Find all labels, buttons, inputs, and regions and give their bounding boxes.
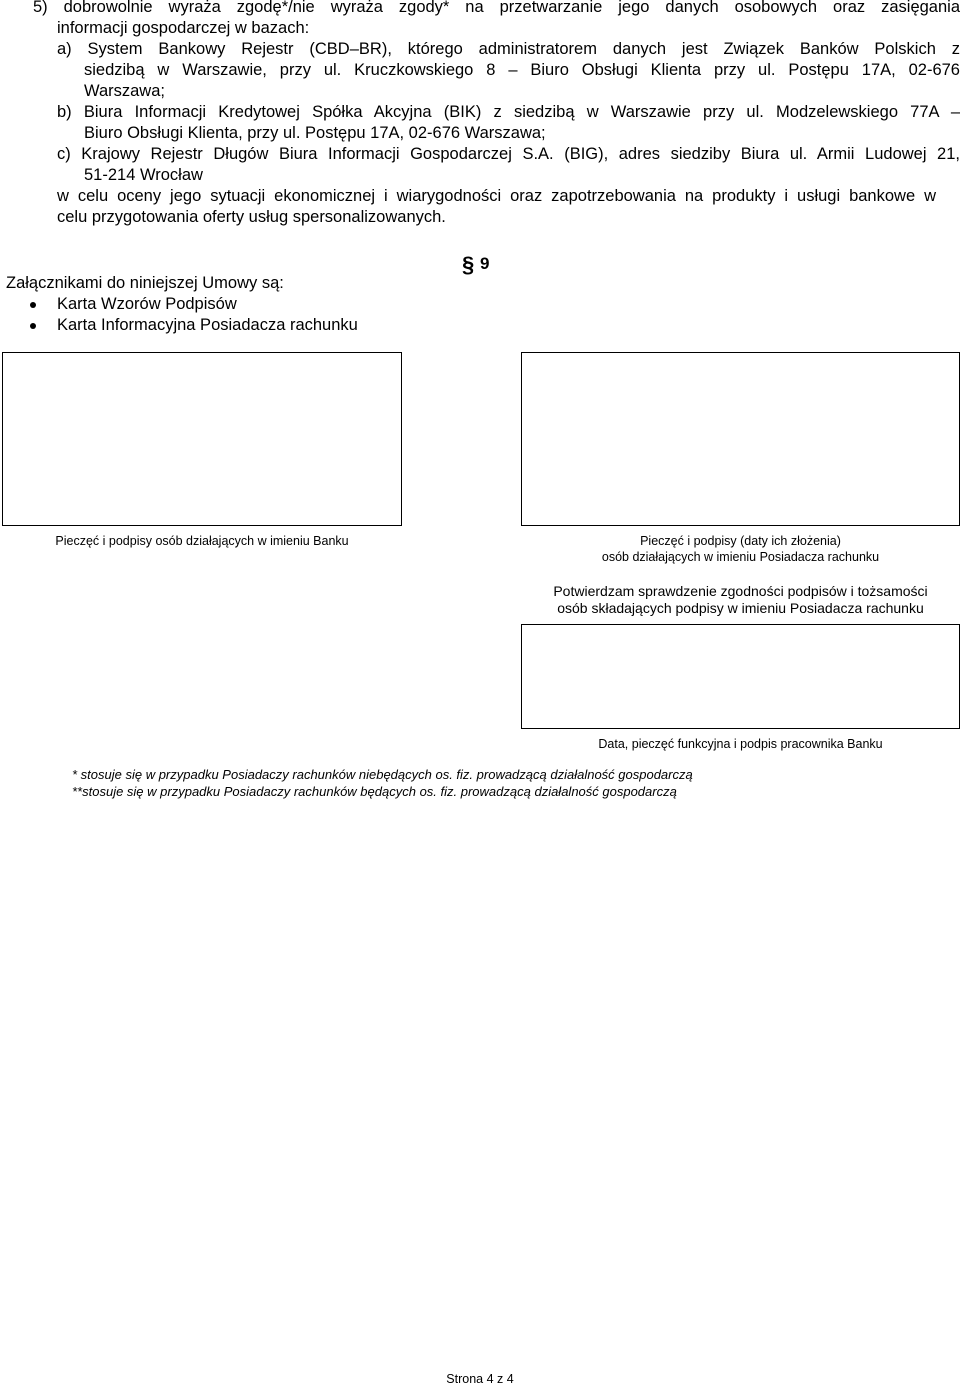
clause-5c-line-1: c) Krajowy Rejestr Długów Biura Informacji Gospodarczej S.A. (BIG), adres siedziby Biura ul. Armii Ludowej 21, xyxy=(57,145,960,163)
verification-line-1: Potwierdzam sprawdzenie zgodności podpisów i tożsamości xyxy=(553,583,928,599)
section-number: 9 xyxy=(480,254,490,273)
page-number: Strona 4 z 4 xyxy=(446,1372,514,1386)
bullet-icon xyxy=(30,323,36,329)
clause-5-line-1: 5) dobrowolnie wyraża zgodę*/nie wyraża zgody* na przetwarzanie jego danych osobowych oraz zasięgania xyxy=(33,0,960,16)
attachment-item xyxy=(0,294,400,315)
attachment-label: Karta Informacyjna Posiadacza rachunku xyxy=(57,316,358,334)
clause-5a-line-2: siedzibą w Warszawie, przy ul. Kruczkowskiego 8 – Biuro Obsługi Klienta przy ul. Postępu 17A, 02-676 xyxy=(84,61,960,79)
footnote-1: * stosuje się w przypadku Posiadaczy rachunków niebędących os. fiz. prowadzącą działalność gospodarczą xyxy=(72,767,693,782)
bank-signature-box[interactable] xyxy=(2,352,402,526)
clause-5a-line-3: Warszawa; xyxy=(84,82,165,100)
holder-signature-caption-line-2: osób działających w imieniu Posiadacza rachunku xyxy=(601,550,880,564)
clause-5c-line-2: 51-214 Wrocław xyxy=(84,166,203,184)
attachments-heading: Załącznikami do niniejszej Umowy są: xyxy=(6,274,284,292)
holder-signature-box[interactable] xyxy=(521,352,960,526)
clause-5-line-2: informacji gospodarczej w bazach: xyxy=(57,19,310,37)
clause-5a-line-1: a) System Bankowy Rejestr (CBD–BR), którego administratorem danych jest Związek Banków Polskich z xyxy=(57,40,960,58)
verification-line-2: osób składających podpisy w imieniu Posiadacza rachunku xyxy=(557,600,924,616)
bank-signature-caption: Pieczęć i podpisy osób działających w imieniu Banku xyxy=(55,534,349,548)
attachment-label: Karta Wzorów Podpisów xyxy=(57,295,237,313)
employee-signature-caption: Data, pieczęć funkcyjna i podpis pracownika Banku xyxy=(598,737,883,751)
clause-5-purpose-line-1: w celu oceny jego sytuacji ekonomicznej i wiarygodności oraz zapotrzebowania na produkty i usługi bankowe w xyxy=(57,187,936,205)
holder-signature-caption-line-1: Pieczęć i podpisy (daty ich złożenia) xyxy=(640,534,841,548)
bullet-icon xyxy=(30,302,36,308)
clause-5b-line-1: b) Biura Informacji Kredytowej Spółka Akcyjna (BIK) z siedzibą w Warszawie przy ul. Modzelewskiego 77A – xyxy=(57,103,960,121)
clause-5b-line-2: Biuro Obsługi Klienta, przy ul. Postępu 17A, 02-676 Warszawa; xyxy=(84,124,546,142)
attachment-item xyxy=(0,315,400,336)
clause-5-purpose-line-2: celu przygotowania oferty usług spersonalizowanych. xyxy=(57,208,446,226)
section-symbol: § xyxy=(462,252,475,277)
employee-signature-box[interactable] xyxy=(521,624,960,729)
footnote-2: **stosuje się w przypadku Posiadaczy rachunków będących os. fiz. prowadzącą działalność gospodarczą xyxy=(72,784,677,799)
